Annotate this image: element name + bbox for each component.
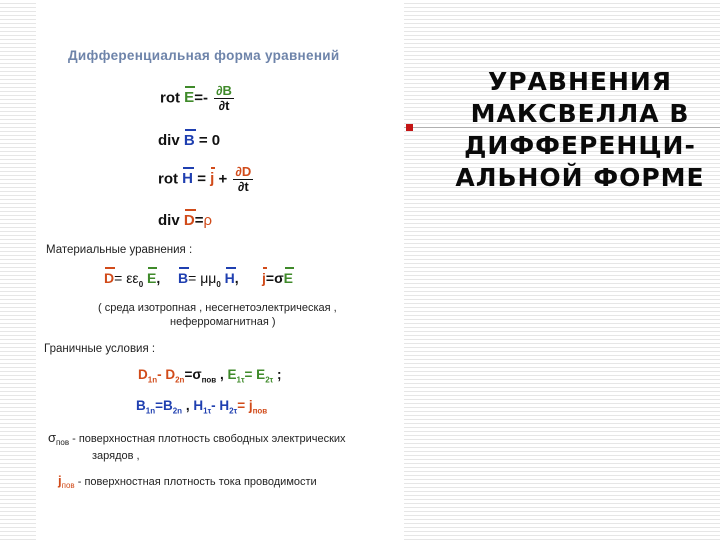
title-bullet <box>406 124 413 131</box>
vector-e: E <box>184 89 195 107</box>
separator: , <box>219 367 224 382</box>
separator: , <box>185 398 190 413</box>
sigma-expr: =σ <box>265 270 284 286</box>
material-label: Материальные уравнения : <box>46 244 193 256</box>
subscript: 1τ <box>203 406 212 416</box>
d-symbol: D <box>138 367 148 382</box>
epsilon-expr: = εε <box>114 270 139 286</box>
h-symbol: H <box>193 398 204 413</box>
operator-rot: rot <box>158 170 178 188</box>
subscript: пов <box>252 406 268 416</box>
equals-e: = E <box>244 367 266 382</box>
slide-title-line: УРАВНЕНИЯ <box>487 67 673 96</box>
fraction-dd-dt <box>233 165 253 194</box>
j-description: - поверхностная плотность тока проводимости <box>77 476 317 488</box>
equation-ampere <box>158 165 255 194</box>
denominator: ∂t <box>218 98 230 113</box>
separator: , <box>234 270 239 286</box>
equals-b: =B <box>155 398 173 413</box>
separator: , <box>156 270 161 286</box>
vector-d: D <box>104 270 115 286</box>
mu-expr: = μμ <box>188 270 217 286</box>
operator-div: div <box>158 212 180 229</box>
boundary-row-2 <box>136 398 267 416</box>
vector-b: B <box>183 132 195 149</box>
plus: + <box>218 170 228 188</box>
subscript: 0 <box>138 279 144 289</box>
definition-sigma-line2: зарядов , <box>92 450 140 462</box>
subscript: 2τ <box>265 375 274 385</box>
subscript: 2n <box>175 375 185 385</box>
subscript: пов <box>201 375 217 385</box>
equals-zero: = 0 <box>198 132 221 149</box>
numerator: ∂D <box>235 164 252 179</box>
numerator: ∂B <box>216 83 232 98</box>
material-note-line1: ( среда изотропная , несегнетоэлектрическая , <box>98 302 337 314</box>
rho-symbol: ρ <box>203 212 213 229</box>
denominator: ∂t <box>237 179 249 194</box>
definition-sigma <box>48 430 346 447</box>
material-equation-d <box>104 270 160 289</box>
equals: = <box>197 170 206 188</box>
equals-sigma: =σ <box>184 367 202 382</box>
terminator: ; <box>276 367 282 382</box>
equals-j: = j <box>237 398 253 413</box>
background-stripes-left <box>0 0 36 540</box>
slide-title-line: АЛЬНОЙ ФОРМЕ <box>455 163 705 192</box>
vector-j: j <box>210 170 215 188</box>
operator-div: div <box>158 132 180 149</box>
operator-rot: rot <box>160 89 180 107</box>
sigma-description: - поверхностная плотность свободных электрических <box>72 433 346 445</box>
vector-j: j <box>262 270 266 286</box>
subscript: 1τ <box>236 375 245 385</box>
material-equation-b <box>178 270 239 289</box>
subscript: пов <box>61 481 75 491</box>
sigma-symbol: σ <box>48 430 57 445</box>
slide-title-line: ДИФФЕРЕНЦИ- <box>464 131 696 160</box>
fraction-db-dt <box>214 84 234 113</box>
minus-h: - H <box>211 398 230 413</box>
vector-e: E <box>147 270 157 286</box>
boundary-label: Граничные условия : <box>44 343 156 355</box>
vector-d: D <box>183 212 195 229</box>
subscript: 2n <box>172 406 183 416</box>
slide-title <box>448 66 712 194</box>
equation-gauss-b <box>158 132 220 149</box>
equation-faraday <box>160 84 236 113</box>
minus-d: - D <box>157 367 176 382</box>
material-equation-j <box>262 270 293 286</box>
equals: = <box>194 212 204 229</box>
panel-heading: Дифференциальная форма уравнений <box>68 48 340 63</box>
vector-h: H <box>224 270 235 286</box>
e-symbol: E <box>227 367 237 382</box>
vector-e: E <box>283 270 293 286</box>
material-note-line2: неферромагнитная ) <box>170 316 276 328</box>
j-symbol: j <box>58 473 62 488</box>
equals-minus: =- <box>194 89 208 107</box>
vector-h: H <box>182 170 194 188</box>
subscript: 1n <box>145 406 156 416</box>
definition-j <box>58 473 317 490</box>
equation-gauss-d <box>158 212 212 229</box>
boundary-row-1 <box>138 367 281 385</box>
subscript: 0 <box>216 279 221 289</box>
subscript: 1n <box>147 375 158 385</box>
slide-title-line: МАКСВЕЛЛА В <box>470 99 690 128</box>
subscript: пов <box>56 438 70 448</box>
vector-b: B <box>178 270 189 286</box>
b-symbol: B <box>136 398 146 413</box>
subscript: 2τ <box>229 406 238 416</box>
